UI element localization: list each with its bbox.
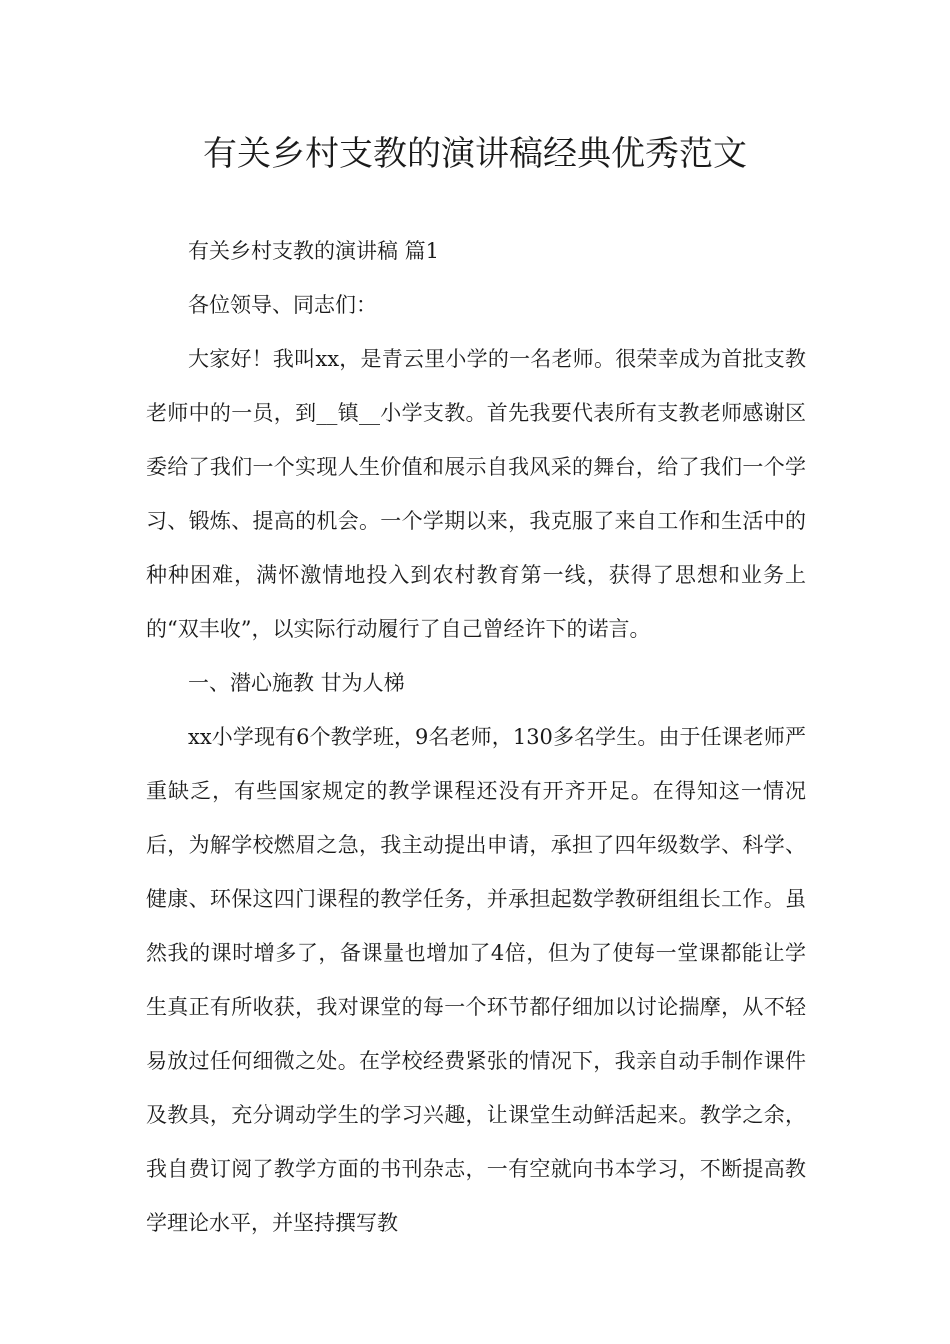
document-title: 有关乡村支教的演讲稿经典优秀范文: [203, 134, 747, 174]
document-body: [146, 224, 806, 1250]
subsection-heading: 一、潜心施教 甘为人梯: [188, 671, 405, 695]
paragraph: xx小学现有6个教学班，9名老师，130多名学生。由于任课老师严重缺乏，有些国家规定的教学课程还没有开齐开足。在得知这一情况后，为解学校燃眉之急，我主动提出申请，承担了四年级数学、科学、健康、环保这四门课程的教学任务，并承担起数学教研组组长工作。虽然我的课时增多了，备课量也增加了4倍，但为了使每一堂课都能让学生真正有所收获，我对课堂的每一个环节都仔细加以讨论揣摩，从不轻易放过任何细微之处。在学校经费紧张的情况下，我亲自动手制作课件及教具，充分调动学生的学习兴趣，让课堂生动鲜活起来。教学之余，我自费订阅了教学方面的书刊杂志，一有空就向书本学习，不断提高教学理论水平，并坚持撰写教: [146, 725, 806, 1235]
section-heading: 有关乡村支教的演讲稿 篇1: [188, 239, 440, 263]
salutation: 各位领导、同志们：: [188, 293, 377, 317]
paragraph: 大家好！我叫xx，是青云里小学的一名老师。很荣幸成为首批支教老师中的一员，到__镇__小学支教。首先我要代表所有支教老师感谢区委给了我们一个实现人生价值和展示自我风采的舞台，给了我们一个学习、锻炼、提高的机会。一个学期以来，我克服了来自工作和生活中的种种困难，满怀激情地投入到农村教育第一线，获得了思想和业务上的“双丰收”，以实际行动履行了自己曾经许下的诺言。: [146, 347, 806, 641]
